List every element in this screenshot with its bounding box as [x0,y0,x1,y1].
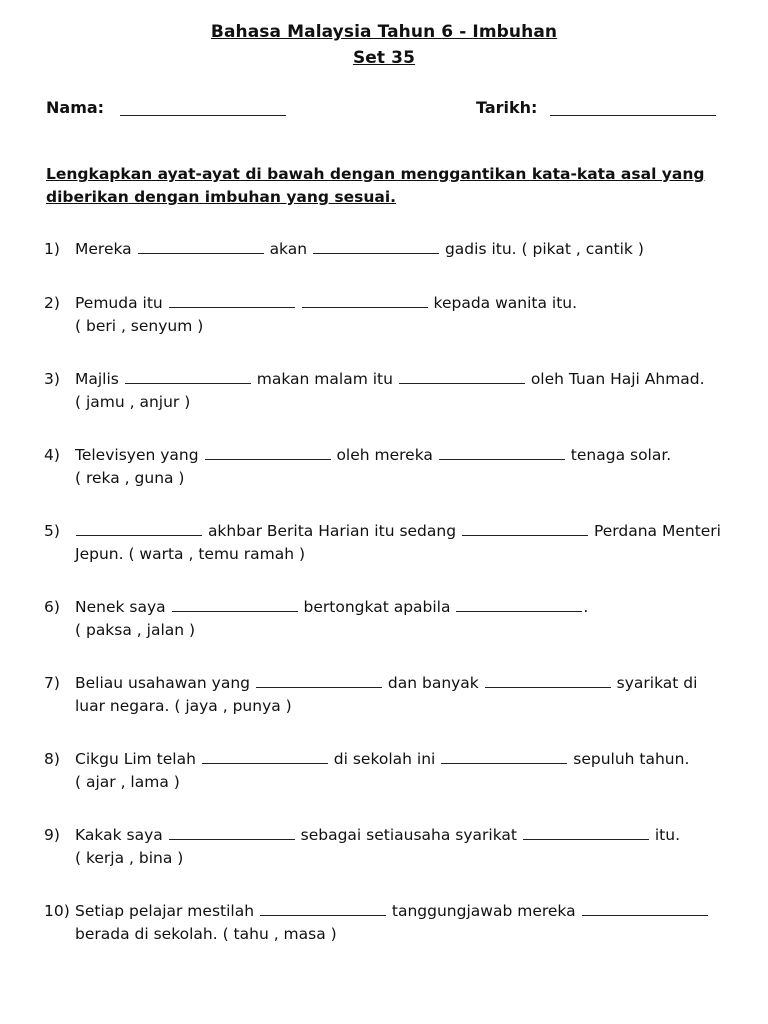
question-text: oleh Tuan Haji Ahmad. [530,370,705,388]
question-text: Televisyen yang [75,446,199,464]
answer-blank[interactable] [256,673,382,688]
worksheet-title: Bahasa Malaysia Tahun 6 - Imbuhan [210,22,558,42]
answer-blank[interactable] [302,293,428,308]
question-text: Perdana Menteri [593,522,721,540]
question-text: Setiap pelajar mestilah [75,902,255,920]
question-text: akhbar Berita Harian itu sedang [207,522,457,540]
question-text: tenaga solar. [570,446,672,464]
root-words: luar negara. ( jaya , punya ) [75,697,292,715]
question-number: 2) [44,294,60,312]
root-words: berada di sekolah. ( tahu , masa ) [75,925,337,943]
question-number: 7) [44,674,60,692]
answer-blank[interactable] [441,749,567,764]
question-text: Kakak saya [75,826,163,844]
question-text: tanggungjawab mereka [391,902,576,920]
question-text: Mereka [75,240,132,258]
question-number: 6) [44,598,60,616]
answer-blank[interactable] [138,239,264,254]
question-number: 8) [44,750,60,768]
answer-blank[interactable] [202,749,328,764]
question-text: sepuluh tahun. [573,750,690,768]
answer-blank[interactable] [172,597,298,612]
answer-blank[interactable] [523,825,649,840]
answer-blank[interactable] [399,369,525,384]
answer-blank[interactable] [125,369,251,384]
question-text: bertongkat apabila [303,598,451,616]
root-words: ( paksa , jalan ) [75,621,196,639]
question-number: 5) [44,522,60,540]
instruction-line-2: diberikan dengan imbuhan yang sesuai. [46,188,397,206]
answer-blank[interactable] [462,521,588,536]
set-number: Set 35 [352,48,416,68]
answer-blank[interactable] [485,673,611,688]
root-words: Jepun. ( warta , temu ramah ) [75,545,306,563]
question-number: 3) [44,370,60,388]
question-text: Cikgu Lim telah [75,750,196,768]
date-label: Tarikh: [476,98,538,117]
question-text: dan banyak [387,674,479,692]
instruction-line-1: Lengkapkan ayat-ayat di bawah dengan menggantikan kata-kata asal yang [46,165,705,183]
question-number: 1) [44,240,60,258]
question-number: 10) [44,902,70,920]
question-text: oleh mereka [336,446,433,464]
answer-blank[interactable] [260,901,386,916]
question-text: itu. [654,826,681,844]
question-text: kepada wanita itu. [433,294,578,312]
question-number: 9) [44,826,60,844]
question-text: makan malam itu [256,370,393,388]
root-words: ( jamu , anjur ) [75,393,191,411]
question-text: Nenek saya [75,598,166,616]
root-words: ( kerja , bina ) [75,849,184,867]
answer-blank[interactable] [169,825,295,840]
name-label: Nama: [46,98,105,117]
answer-blank[interactable] [169,293,295,308]
root-words: ( ajar , lama ) [75,773,180,791]
question-text: di sekolah ini [333,750,436,768]
question-text: Pemuda itu [75,294,163,312]
answer-blank[interactable] [313,239,439,254]
question-text: syarikat di [616,674,698,692]
question-text: akan [269,240,308,258]
answer-blank[interactable] [76,521,202,536]
instruction [46,163,726,209]
name-field[interactable] [120,115,286,116]
question-number: 4) [44,446,60,464]
answer-blank[interactable] [456,597,582,612]
answer-blank[interactable] [582,901,708,916]
question-text: . [583,598,589,616]
question-text: gadis itu. ( pikat , cantik ) [444,240,644,258]
root-words: ( reka , guna ) [75,469,185,487]
question-text: Majlis [75,370,119,388]
answer-blank[interactable] [439,445,565,460]
date-field[interactable] [550,115,716,116]
answer-blank[interactable] [205,445,331,460]
question-text: sebagai setiausaha syarikat [300,826,517,844]
question-text: Beliau usahawan yang [75,674,251,692]
root-words: ( beri , senyum ) [75,317,204,335]
